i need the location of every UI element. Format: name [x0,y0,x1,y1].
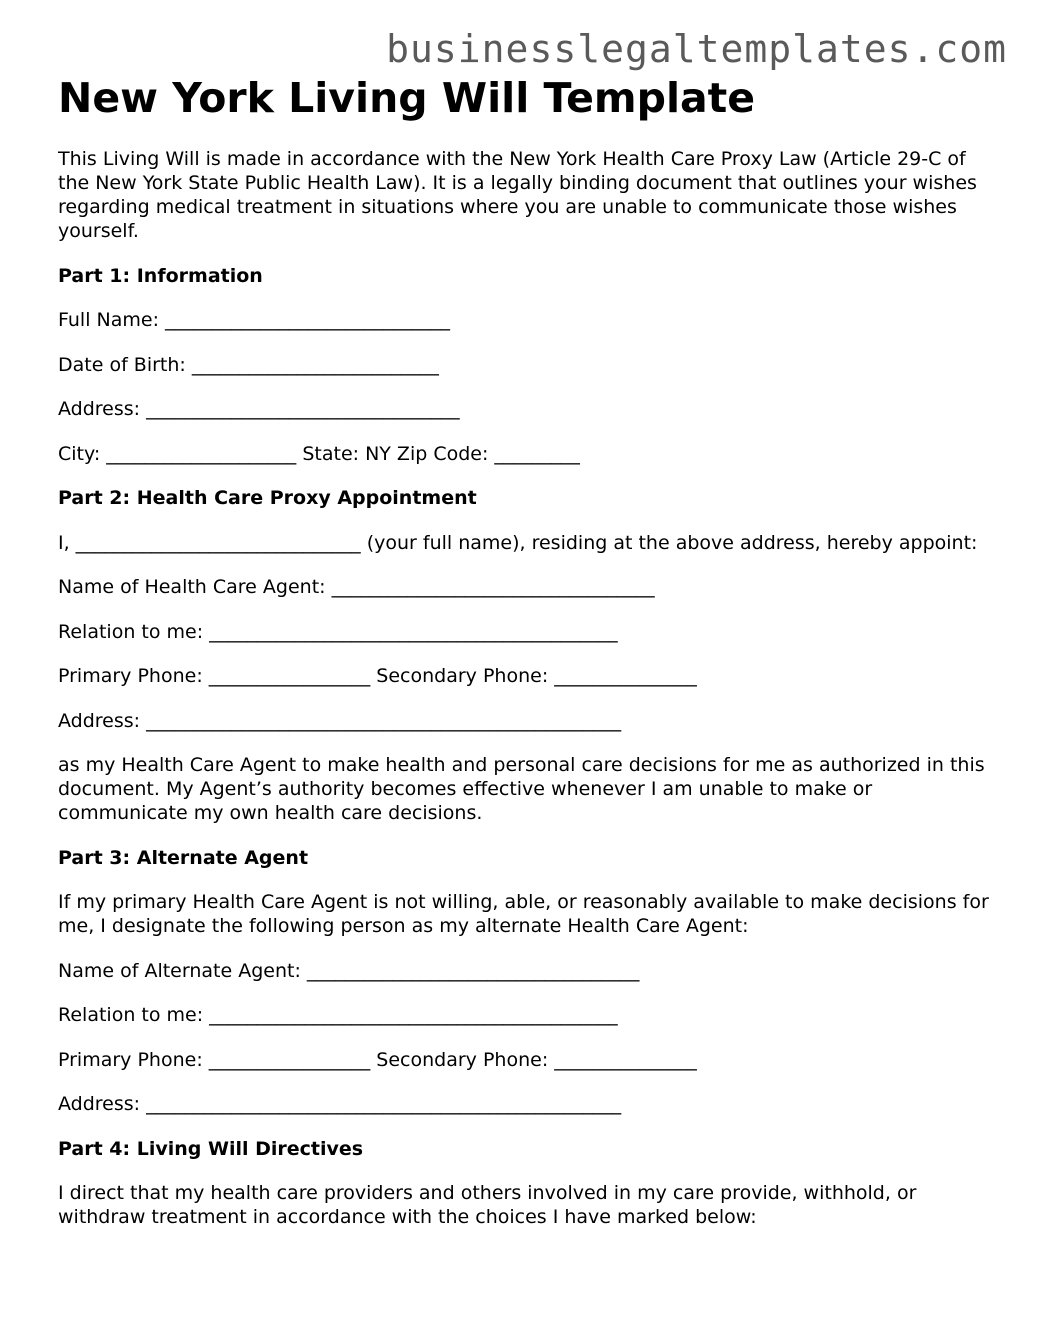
alternate-agent-paragraph: If my primary Health Care Agent is not willing, able, or reasonably available to make decisions for me, I designate the following person as my alternate Health Care Agent: [58,891,989,938]
agent-authority-paragraph: as my Health Care Agent to make health and personal care decisions for me as authorized in this document. My Agent’s authority becomes effective whenever I am unable to make or communicate my own health care decisions. [58,754,985,825]
alternate-address-field: Address: __________________________________________________ [58,1093,622,1116]
part3-heading: Part 3: Alternate Agent [58,846,309,869]
appointment-statement: I, ______________________________ (your full name), residing at the above address, hereby appoint: [58,531,978,554]
page-title: New York Living Will Template [58,74,756,122]
alternate-agent-name-field: Name of Alternate Agent: ___________________________________ [58,959,640,982]
city-state-zip-field: City: ____________________ State: NY Zip Code: _________ [58,442,580,465]
alternate-phones-field: Primary Phone: _________________ Secondary Phone: _______________ [58,1048,697,1071]
document-body [58,74,993,1250]
agent-phones-field: Primary Phone: _________________ Secondary Phone: _______________ [58,665,697,688]
agent-name-field: Name of Health Care Agent: __________________________________ [58,576,655,599]
full-name-field: Full Name: ______________________________ [58,309,451,332]
directives-paragraph: I direct that my health care providers and others involved in my care provide, withhold, or withdraw treatment in accordance with the choices I have marked below: [58,1182,917,1229]
watermark: businesslegaltemplates.com [386,27,1007,71]
part1-heading: Part 1: Information [58,264,263,287]
part4-heading: Part 4: Living Will Directives [58,1137,364,1160]
intro-paragraph: This Living Will is made in accordance with the New York Health Care Proxy Law (Article 29-C of the New York State Public Health Law). It is a legally binding document that outlines your wishes regarding medical treatment in situations where you are unable to communicate those wishes yourself. [58,148,977,243]
agent-address-field: Address: __________________________________________________ [58,709,622,732]
part2-heading: Part 2: Health Care Proxy Appointment [58,487,477,510]
address-field: Address: _________________________________ [58,398,460,421]
alternate-relation-field: Relation to me: ___________________________________________ [58,1004,618,1027]
date-of-birth-field: Date of Birth: __________________________ [58,353,439,376]
agent-relation-field: Relation to me: ___________________________________________ [58,620,618,643]
